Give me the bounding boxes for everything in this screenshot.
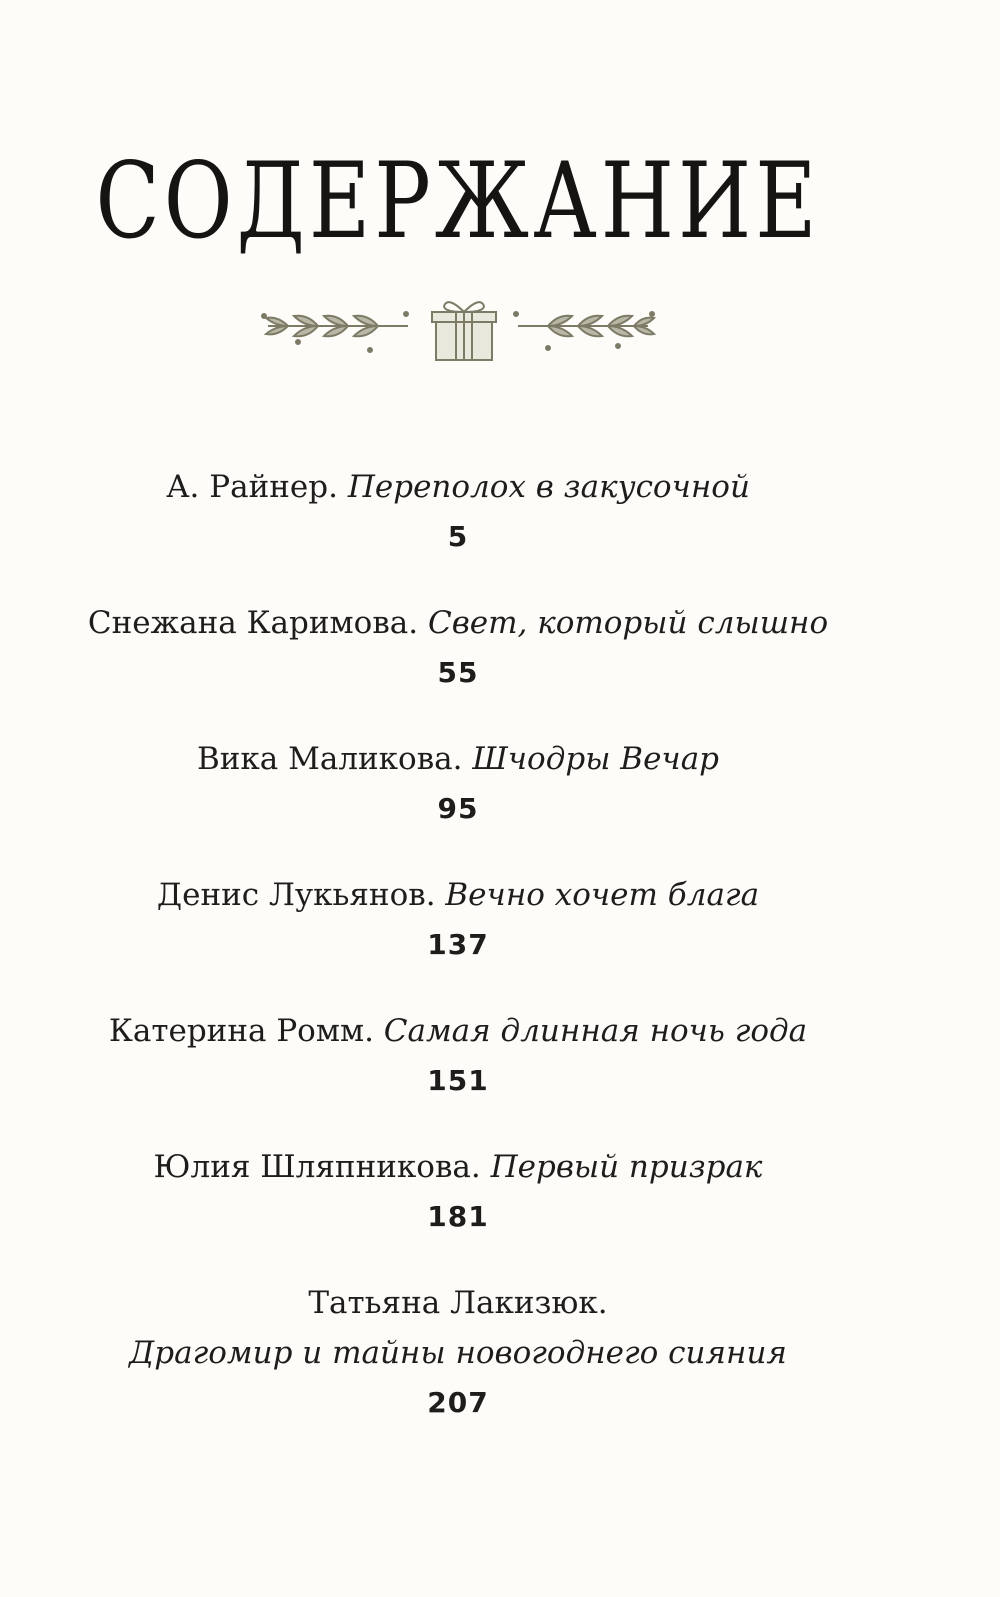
entry-story: Шчодры Вечар (472, 741, 720, 777)
entry-author: Снежана Каримова. (87, 605, 419, 641)
entry-page-number: 151 (427, 1064, 489, 1097)
entry-story: Самая длинная ночь года (383, 1013, 808, 1049)
entry-page-number: 137 (427, 928, 489, 961)
toc-entry[interactable] (0, 462, 916, 554)
toc-entry[interactable] (0, 1278, 916, 1420)
gift-box-icon (432, 302, 496, 360)
title-ornament (258, 290, 658, 370)
entry-author: Татьяна Лакизюк. (308, 1285, 608, 1321)
entry-page-number: 95 (437, 792, 479, 825)
entry-page-number: 207 (427, 1386, 489, 1419)
toc-entry[interactable] (0, 598, 916, 690)
entry-title-line (0, 1006, 916, 1056)
toc-entry[interactable] (0, 870, 916, 962)
toc-entry[interactable] (0, 734, 916, 826)
entry-author: Денис Лукьянов. (156, 877, 436, 913)
entry-author: Вика Маликова. (196, 741, 463, 777)
entry-author: А. Райнер. (166, 469, 338, 505)
entry-story: Вечно хочет блага (445, 877, 760, 913)
entry-page-number: 181 (427, 1200, 489, 1233)
toc-entry[interactable] (0, 1006, 916, 1098)
entry-story: Переполох в закусочной (347, 469, 750, 505)
olive-branch-icon (262, 312, 408, 352)
entry-page-number: 5 (447, 520, 469, 553)
entry-story: Драгомир и тайны новогоднего сияния (129, 1335, 787, 1371)
toc-entry[interactable] (0, 1142, 916, 1234)
entry-author: Юлия Шляпникова. (153, 1149, 481, 1185)
entry-title-line (0, 598, 916, 648)
entry-title-line (0, 462, 916, 512)
entry-page-number: 55 (437, 656, 479, 689)
entry-title-line (0, 734, 916, 784)
entry-title-line (0, 870, 916, 920)
entry-author: Катерина Ромм. (108, 1013, 374, 1049)
table-of-contents (0, 462, 916, 1420)
olive-branch-icon (514, 312, 654, 350)
entry-title-line (0, 1278, 916, 1328)
page-title: СОДЕРЖАНИЕ (95, 139, 821, 262)
entry-story: Свет, который слышно (427, 605, 829, 641)
entry-title-line (0, 1142, 916, 1192)
entry-story: Первый призрак (490, 1149, 763, 1185)
